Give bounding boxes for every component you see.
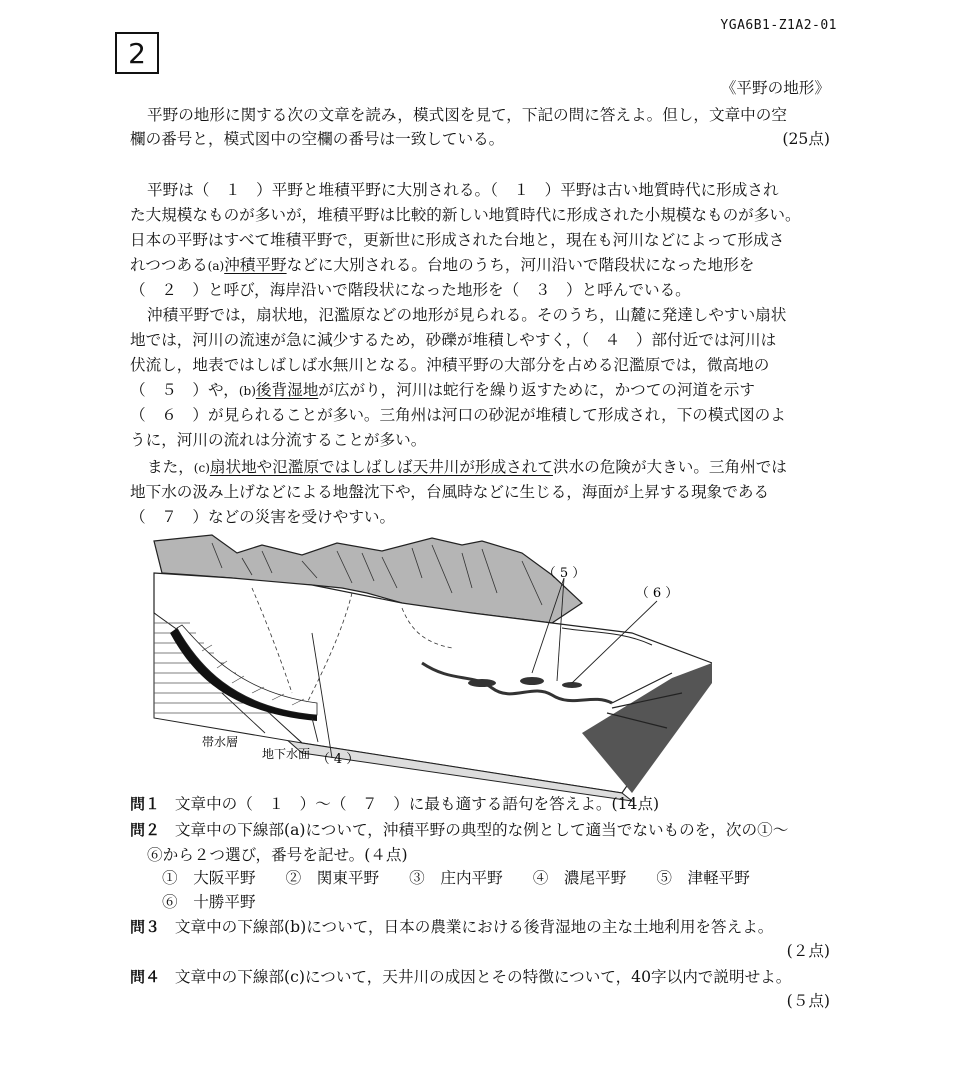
question-1 — [130, 792, 830, 816]
passage-p1-line-4 — [130, 253, 830, 277]
label-water-table: 地下水面 — [262, 747, 311, 761]
instructions-line-1: 平野の地形に関する次の文章を読み，模式図を見て，下記の問に答えよ。但し，文章中の空 — [147, 106, 787, 124]
question-4 — [130, 965, 830, 989]
q2-option-6: ⑥ 十勝平野 — [162, 893, 256, 911]
label-5: （ 5 ） — [542, 566, 586, 581]
passage-p2-line-5: （ ６ ）が見られることが多い。三角州は河口の砂泥が堆積して形成され，下の模式図のよ — [130, 406, 786, 424]
q1-text: 文章中の（ １ ）～（ ７ ）に最も適する語句を答えよ。(14点) — [174, 795, 660, 813]
question-2 — [130, 818, 830, 842]
underline-a: 沖積平野 — [224, 256, 287, 274]
marker-a: (a) — [207, 259, 225, 273]
passage-p2-line-1: 沖積平野では，扇状地，氾濫原などの地形が見られる。そのうち，山麓に発達しやすい扇状 — [147, 306, 787, 324]
q2-text-l2: ⑥から２つ選び，番号を記せ。(４点) — [147, 846, 408, 864]
p2-l4-post: が広がり，河川は蛇行を繰り返すために，かつての河道を示す — [318, 381, 755, 399]
passage-p3-line-2: 地下水の汲み上げなどによる地盤沈下や，台風時などに生じる，海面が上昇する現象である — [130, 483, 770, 501]
instructions-points: (25点) — [782, 130, 830, 148]
q1-label: 問１ — [130, 795, 161, 813]
passage-p3-line-3: （ ７ ）などの災害を受けやすい。 — [130, 508, 396, 526]
topic-title: 《平野の地形》 — [720, 79, 830, 97]
q2-options — [162, 866, 830, 890]
passage-p1-line-2: た大規模なものが多いが，堆積平野は比較的新しい地質時代に形成された小規模なものが多い。 — [130, 206, 801, 224]
q2-option-4: ④ 濃尾平野 — [532, 869, 627, 887]
passage-p3-line-1 — [147, 455, 830, 479]
q3-text: 文章中の下線部(b)について，日本の農業における後背湿地の主な土地利用を答えよ。 — [174, 918, 774, 936]
q4-label: 問４ — [130, 968, 161, 986]
marker-b: (b) — [238, 384, 256, 398]
underline-c: 扇状地や氾濫原ではしばしば天井川が形成されて — [209, 458, 553, 476]
underline-b: 後背湿地 — [255, 381, 319, 399]
passage-p1-line-1: 平野は（ １ ）平野と堆積平野に大別される。（ １ ）平野は古い地質時代に形成され — [147, 181, 779, 199]
q2-option-3: ③ 庄内平野 — [409, 869, 503, 887]
p1-l4-pre: れつつある — [130, 256, 208, 274]
q4-points: (５点) — [786, 992, 830, 1010]
q2-option-1: ① 大阪平野 — [162, 869, 256, 887]
passage-p2-line-6: うに，河川の流れは分流することが多い。 — [130, 431, 427, 449]
passage-p1-line-5: （ ２ ）と呼び，海岸沿いで階段状になった地形を（ ３ ）と呼んでいる。 — [130, 281, 691, 299]
exam-code: YGA6B1-Z1A2-01 — [720, 18, 837, 33]
p3-l1-pre: また， — [147, 458, 194, 476]
plain-landform-diagram — [152, 533, 712, 803]
question-3 — [130, 915, 830, 939]
q4-text: 文章中の下線部(c)について，天井川の成因とその特徴について，40字以内で説明せよ。 — [174, 968, 792, 986]
p3-l1-post: 洪水の危険が大きい。三角州では — [552, 458, 787, 476]
q2-text-l1: 文章中の下線部(a)について，沖積平野の典型的な例として適当でないものを，次の①～ — [174, 821, 789, 839]
q2-option-2: ② 関東平野 — [285, 869, 380, 887]
passage-p2-line-2: 地では，河川の流速が急に減少するため，砂礫が堆積しやすく，（ ４ ）部付近では河川は — [130, 331, 777, 349]
label-4: （ 4 ） — [316, 752, 360, 767]
passage-p2-line-3: 伏流し，地表ではしばしば水無川となる。沖積平野の大部分を占める氾濫原では，微高地の — [130, 356, 770, 374]
p1-l4-post: などに大別される。台地のうち，河川沿いで階段状になった地形を — [286, 256, 755, 274]
marker-c: (c) — [193, 461, 210, 475]
p2-l4-pre: （ ５ ）や， — [130, 381, 239, 399]
q2-label: 問２ — [130, 821, 161, 839]
label-aquifer: 帯水層 — [202, 735, 239, 749]
q3-points: (２点) — [786, 942, 830, 960]
label-6: （ 6 ） — [635, 586, 679, 601]
instructions-line-2 — [130, 127, 830, 151]
passage-p1-line-3: 日本の平野はすべて堆積平野で，更新世に形成された台地と，現在も河川などによって形成さ — [130, 231, 785, 249]
question-number-box: 2 — [115, 32, 159, 74]
instructions-line-2-text: 欄の番号と，模式図中の空欄の番号は一致している。 — [130, 130, 505, 148]
passage-p2-line-4 — [130, 378, 830, 402]
q2-option-5: ⑤ 津軽平野 — [656, 869, 750, 887]
q3-label: 問３ — [130, 918, 161, 936]
